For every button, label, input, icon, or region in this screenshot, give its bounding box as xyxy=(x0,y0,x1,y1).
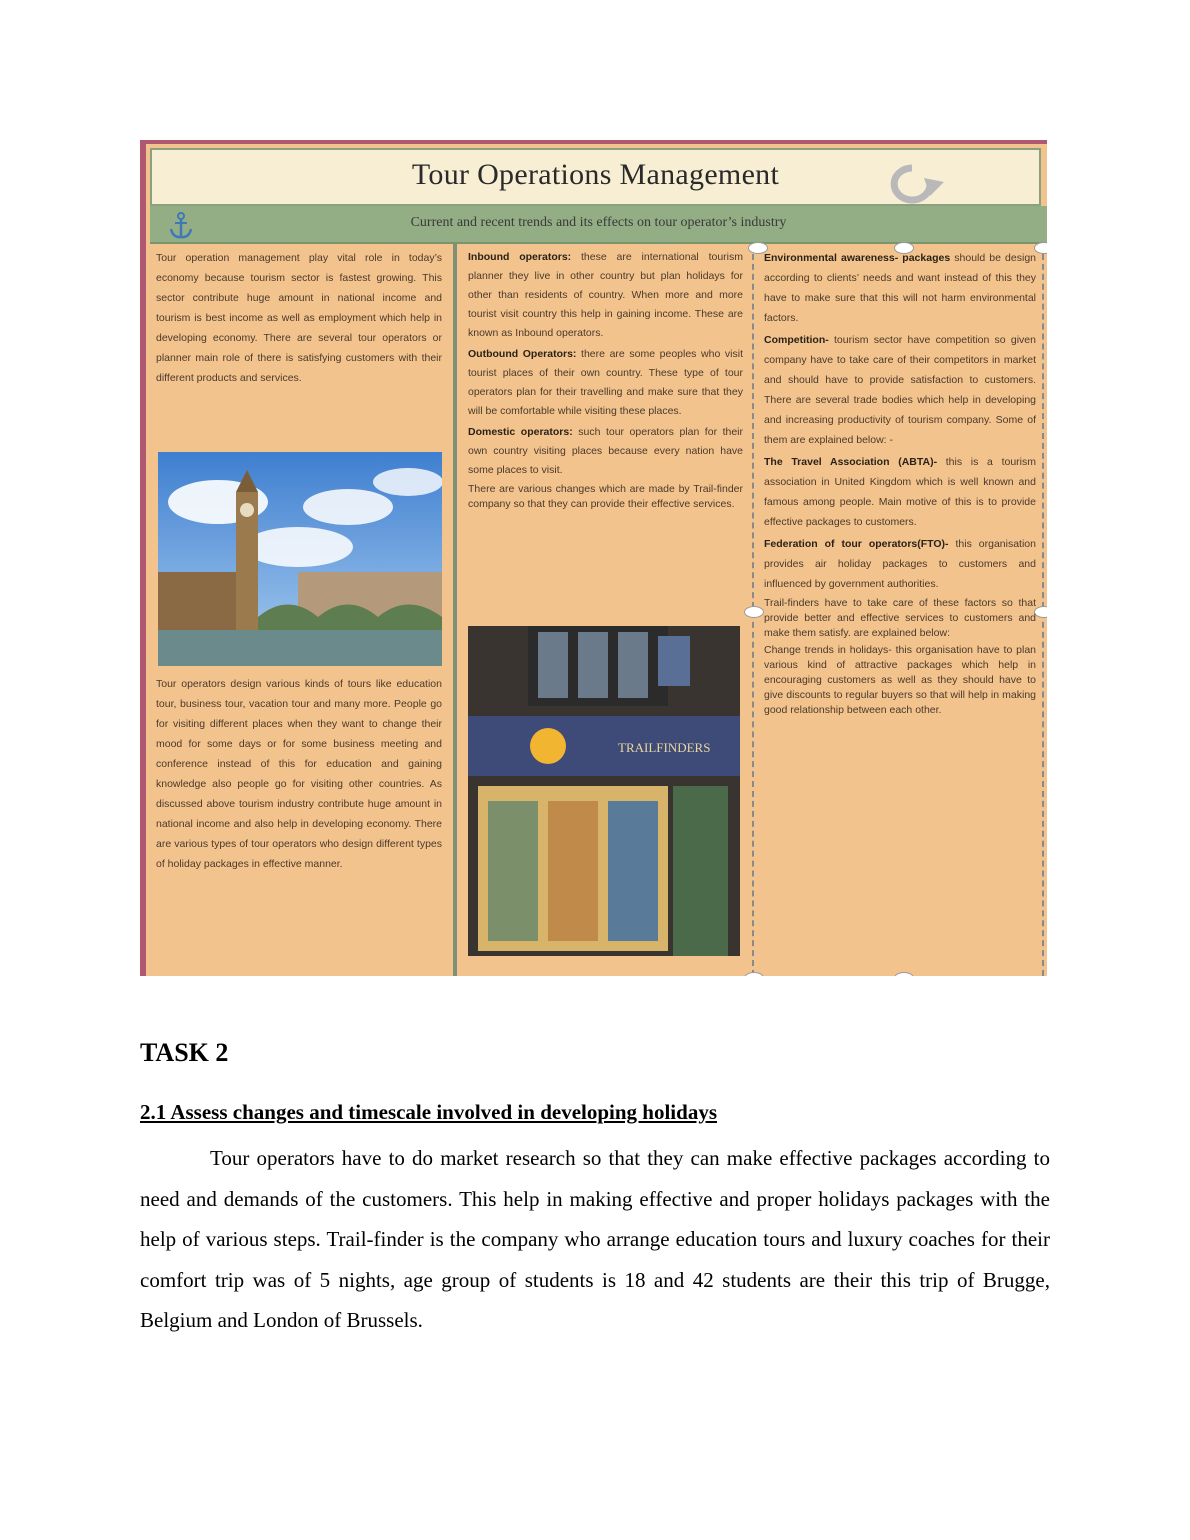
poster-title: Tour Operations Management xyxy=(411,158,780,191)
env-label: Environmental awareness- packages xyxy=(764,252,951,264)
resize-handle xyxy=(744,972,764,976)
section-heading: 2.1 Assess changes and timescale involved in developing holidays xyxy=(140,1100,717,1124)
domestic-paragraph xyxy=(468,423,743,480)
domestic-text: such tour operators plan for their own country visiting places because every nation have some places to visit. xyxy=(468,426,744,476)
col1-intro: Tour operation management play vital role in today’s economy because tourism sector is fastest growing. This sector contribute huge amount in national income and tourism is best income as well as employment which help in developing economy. There are several tour operators or planner main role of there is satisfying customers with their different products and services. xyxy=(156,252,442,384)
domestic-label: Domestic operators: xyxy=(468,426,573,438)
change-trends-paragraph: Change trends in holidays- this organisation have to plan various kind of attractive packages which help in encouraging customers as well as they should have to give discounts to regular buyers so that will help in making good relationship between each other. xyxy=(764,644,1036,716)
big-ben-photo xyxy=(158,452,442,666)
abta-label: The Travel Association (ABTA)- xyxy=(764,456,938,468)
task-heading: TASK 2 xyxy=(140,1038,229,1067)
poster-subtitle-bar xyxy=(150,206,1047,244)
column-divider xyxy=(453,244,457,976)
outbound-paragraph xyxy=(468,345,743,421)
poster-subtitle: Current and recent trends and its effects on tour operator’s industry xyxy=(410,215,787,230)
changes-paragraph: There are various changes which are made by Trail-finder company so that they can provide their effective services. xyxy=(468,483,743,510)
poster-column-1-bottom xyxy=(156,674,442,876)
resize-handle xyxy=(894,972,914,976)
poster-column-1 xyxy=(156,248,442,390)
refresh-icon xyxy=(874,162,950,206)
travel-shop-photo xyxy=(468,626,740,956)
abta-paragraph xyxy=(764,452,1036,532)
env-paragraph xyxy=(764,248,1036,328)
abta-text: this is a tourism association in United Kingdom which is well known and famous among people. Main motive of this is to provide effective packages to customers. xyxy=(764,456,1036,528)
trail-paragraph: Trail-finders have to take care of these factors so that provide better and effective services to customers and make them satisfy. are explained below: xyxy=(764,597,1036,639)
outbound-label: Outbound Operators: xyxy=(468,348,577,360)
shop-sign: TRAILFINDERS xyxy=(618,740,711,755)
competition-text: tourism sector have competition so given company have to take care of their competitors in market and should have to provide satisfaction to customers. There are several trade bodies which help in developing and increasing productivity of tourism company. Some of them are explained below: - xyxy=(764,334,1036,446)
fto-paragraph xyxy=(764,534,1036,594)
inbound-text: these are international tourism planner they live in other country but plan holidays for other than residents of country. When more and more tourist visit country this help in gaining income. These are known as Inbound operators. xyxy=(468,251,744,339)
poster-image xyxy=(140,140,1047,976)
inbound-label: Inbound operators: xyxy=(468,251,572,263)
poster-title-bar xyxy=(150,148,1041,206)
col1-body: Tour operators design various kinds of tours like education tour, business tour, vacation tour and many more. People go for visiting different places when they want to change their mood for some days or for some business meeting and conference instead of this for education and gaining knowledge also people go for visiting other countries. As discussed above tourism industry contribute huge amount in national income and also help in developing economy. There are various types of tour operators who design different types of holiday packages in effective manner. xyxy=(156,678,442,870)
env-text: should be design according to clients’ needs and want instead of this they have to make sure that this will not harm environmental factors. xyxy=(764,252,1036,324)
inbound-paragraph xyxy=(468,248,743,343)
resize-handle xyxy=(744,606,764,618)
outbound-text: there are some peoples who visit tourist places of their own country. These type of tour operators plan for their travelling and make sure that they will be comfortable while visiting these places. xyxy=(468,348,743,417)
poster-column-3 xyxy=(764,248,1036,720)
fto-label: Federation of tour operators(FTO)- xyxy=(764,538,949,550)
competition-label: Competition- xyxy=(764,334,829,346)
body-paragraph: Tour operators have to do market research so that they can make effective packages according to need and demands of the customers. This help in making effective and proper holidays packages with the help of various steps. Trail-finder is the company who arrange education tours and luxury coaches for their comfort trip was of 5 nights, age group of students is 18 and 42 students are their this trip of Brugge, Belgium and London of Brussels. xyxy=(140,1146,1050,1332)
poster-column-2 xyxy=(468,248,743,514)
competition-paragraph xyxy=(764,330,1036,450)
fto-text: this organisation provides air holiday packages to customers and influenced by government authorities. xyxy=(764,538,1036,590)
